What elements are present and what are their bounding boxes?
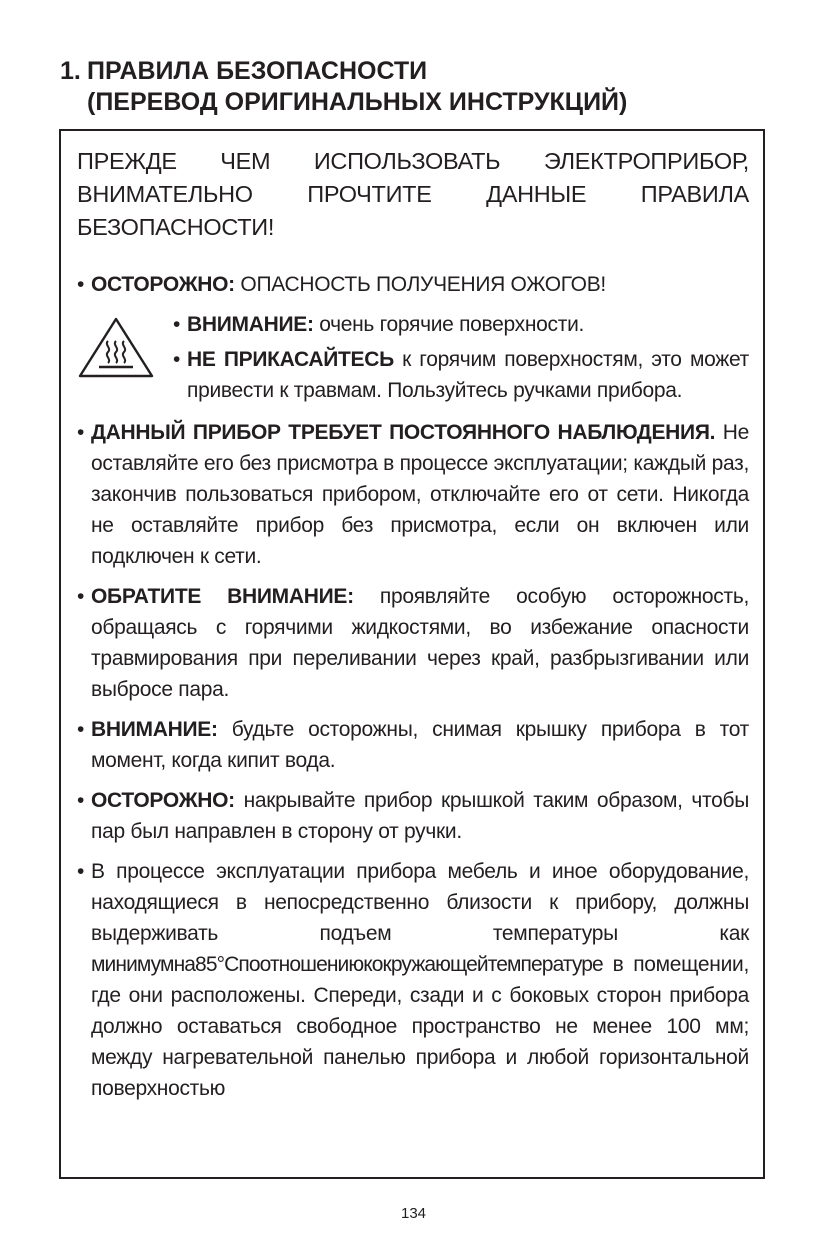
- list-item-clearance: [77, 856, 749, 1104]
- section-title-line2: (ПЕРЕВОД ОРИГИНАЛЬНЫХ ИНСТРУКЦИЙ): [87, 88, 628, 116]
- section-number: 1.: [60, 57, 81, 85]
- bullet: •: [173, 348, 181, 371]
- hot-surfaces-label: ВНИМАНИЕ:: [187, 313, 314, 336]
- steam-label: ОСТОРОЖНО:: [91, 789, 235, 812]
- no-touch-label: НЕ ПРИКАСАЙТЕСЬ: [187, 348, 394, 371]
- no-touch-text: к горячим поверхностям, это может привести к травмам. Пользуйтесь ручками прибора.: [187, 348, 749, 402]
- bullet: •: [77, 789, 85, 812]
- list-item-lid: [77, 714, 749, 776]
- bullet: •: [173, 313, 181, 336]
- burn-text: ОПАСНОСТЬ ПОЛУЧЕНИЯ ОЖОГОВ!: [234, 273, 606, 296]
- intro-warning: ПРЕЖДЕ ЧЕМ ИСПОЛЬЗОВАТЬ ЭЛЕКТРОПРИБОР, ВНИМАТЕЛЬНО ПРОЧТИТЕ ДАННЫЕ ПРАВИЛА БЕЗОПАСНОСТИ!: [77, 148, 749, 240]
- hot-surface-warning-icon: [77, 315, 155, 379]
- supervision-text: Не оставляйте его без присмотра в процессе эксплуатации; каждый раз, закончив пользоваться прибором, отключайте его от сети. Никогда не оставляйте прибор без присмотра, если он включен или подключен к сети.: [91, 421, 750, 568]
- lid-label: ВНИМАНИЕ:: [91, 718, 218, 741]
- list-item-liquids: [77, 581, 749, 705]
- clearance-text-part1: В процессе эксплуатации прибора мебель и иное оборудование, находящиеся в непосредственно близости к прибору, должны выдерживать подъем температуры как: [91, 860, 749, 945]
- section-heading: [60, 56, 627, 118]
- liquids-label: ОБРАТИТЕ ВНИМАНИЕ:: [91, 585, 354, 608]
- list-item-no-touch: [173, 344, 749, 406]
- clearance-text-part2: минимумна85°Споотношениюкокружающейтемпературе: [91, 953, 603, 976]
- hot-surface-group: [77, 309, 749, 410]
- bullet: •: [77, 273, 85, 296]
- list-item-steam: [77, 785, 749, 847]
- bullet: •: [77, 585, 85, 608]
- supervision-label: ДАННЫЙ ПРИБОР ТРЕБУЕТ ПОСТОЯННОГО НАБЛЮДЕНИЯ.: [91, 421, 716, 444]
- page-number: 134: [400, 1205, 427, 1222]
- list-item-supervision: [77, 417, 749, 572]
- safety-rules-box: [59, 129, 765, 1179]
- bullet: •: [77, 718, 85, 741]
- section-title-line1: ПРАВИЛА БЕЗОПАСНОСТИ: [87, 57, 428, 85]
- hot-surfaces-text: очень горячие поверхности.: [313, 313, 585, 336]
- burn-label: ОСТОРОЖНО:: [91, 273, 235, 296]
- list-item-burn: [77, 269, 749, 300]
- safety-list: [77, 269, 749, 1113]
- list-item-hot-surfaces: [173, 309, 749, 340]
- bullet: •: [77, 421, 85, 444]
- lid-text: будьте осторожны, снимая крышку прибора в тот момент, когда кипит вода.: [91, 718, 749, 772]
- clearance-text-part3: в помещении, где они расположены. Спереди, сзади и с боковых сторон прибора должно оставаться свободное пространство не менее 100 мм; между нагревательной панелью прибора и любой горизонтальной поверхностью: [91, 953, 749, 1100]
- bullet: •: [77, 860, 85, 883]
- liquids-text: проявляйте особую осторожность, обращаясь с горячими жидкостями, во избежание опасности травмирования при переливании через край, разбрызгивании или выбросе пара.: [91, 585, 750, 701]
- steam-text: накрывайте прибор крышкой таким образом, чтобы пар был направлен в сторону от ручки.: [91, 789, 749, 843]
